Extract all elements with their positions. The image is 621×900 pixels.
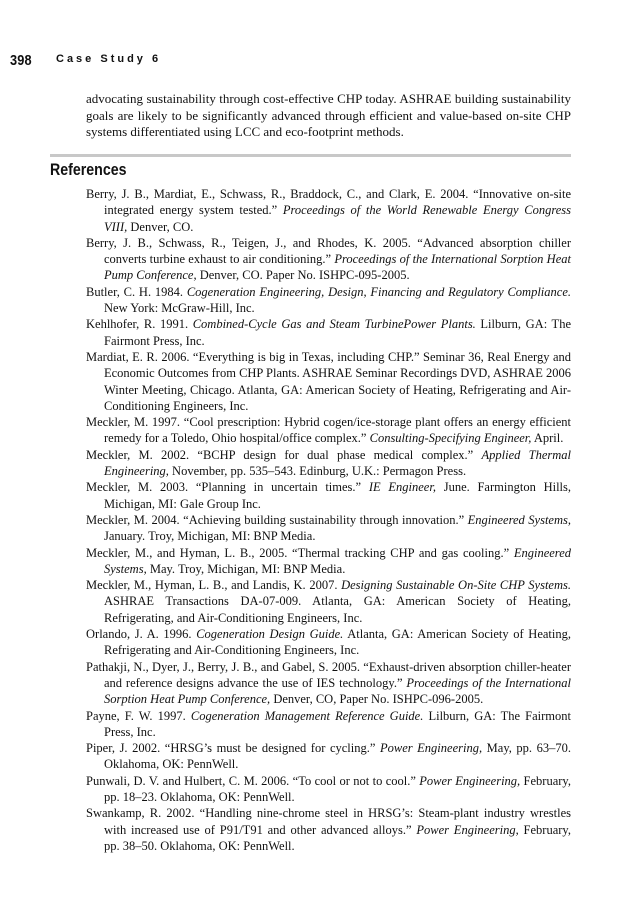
reference-text: Meckler, M., and Hyman, L. B., 2005. “Thermal tracking CHP and gas cooling.” — [86, 545, 514, 560]
reference-source-title: Power Engineering, — [379, 741, 483, 756]
reference-publication-info: February, pp. 38–50. Oklahoma, OK: PennWell. — [104, 822, 571, 853]
reference-text: Swankamp, R. 2002. “Handling nine-chrome steel in HRSG’s: Steam-plant industry wrestles with increased use of P91/T91 and other advanced alloys.” — [86, 806, 571, 837]
reference-source-title: Combined-Cycle Gas and Steam TurbinePower Plants. — [192, 317, 476, 332]
reference-source-title: Proceedings of the International Sorption Heat Pump Conference, — [104, 675, 572, 707]
reference-publication-info: May, pp. 63–70. Oklahoma, OK: PennWell. — [104, 741, 571, 772]
references-list — [86, 186, 571, 854]
reference-source-title: Designing Sustainable On-Site CHP Systems. — [341, 578, 571, 593]
reference-text: Meckler, M. 2004. “Achieving building sustainability through innovation.” — [86, 512, 468, 527]
reference-source-title: Cogeneration Management Reference Guide. — [190, 708, 424, 723]
reference-entry — [86, 349, 571, 414]
reference-publication-info: April. — [531, 431, 564, 446]
reference-publication-info: ASHRAE Transactions DA-07-009. Atlanta, GA: American Society of Heating, Refrigerating, and Air-Conditioning Engineers, Inc. — [104, 594, 571, 625]
reference-source-title: IE Engineer, — [368, 480, 436, 495]
reference-entry — [86, 740, 571, 773]
reference-source-title: Engineered Systems, — [104, 545, 571, 576]
reference-source-title: Engineered Systems, — [467, 512, 571, 527]
reference-entry — [86, 316, 571, 349]
reference-entry — [86, 186, 571, 235]
reference-source-title: Cogeneration Engineering, Design, Financing and Regulatory Compliance. — [186, 284, 572, 299]
reference-source-title: Applied Thermal Engineering, — [104, 447, 571, 479]
reference-source-title: Proceedings of the World Renewable Energy Congress VIII, — [104, 203, 571, 234]
reference-entry — [86, 235, 571, 284]
reference-text: Meckler, M. 2002. “BCHP design for dual phase medical complex.” — [86, 447, 482, 462]
reference-text: Kehlhofer, R. 1991. — [86, 317, 193, 332]
reference-publication-info: November, pp. 535–543. Edinburg, U.K.: Permagon Press. — [168, 464, 467, 479]
reference-source-title: Cogeneration Design Guide. — [196, 627, 344, 642]
reference-source-title: Power Engineering, — [419, 773, 521, 788]
running-head — [10, 52, 36, 68]
reference-text: Pathakji, N., Dyer, J., Berry, J. B., and Gabel, S. 2005. “Exhaust-driven absorption chiller-heater and reference designs advance the use of IES technology.” — [86, 659, 571, 690]
reference-text: Mardiat, E. R. 2006. “Everything is big in Texas, including CHP.” Seminar 36, Real Energy and Economic Outcomes from CHP Plants. ASHRAE Seminar Recordings DVD, ASHRAE 2006 Winter Meeting, Chicago. Atlanta, GA: American Society of Heating, Refrigerating and Air-Conditioning Engineers, Inc. — [86, 349, 571, 413]
reference-source-title: Proceedings of the International Sorption Heat Pump Conference, — [104, 252, 571, 283]
reference-publication-info: Lilburn, GA: The Fairmont Press, Inc. — [104, 317, 571, 348]
intro-paragraph: advocating sustainability through cost-effective CHP today. ASHRAE building sustainability goals are likely to be significantly advanced through efficient and value-based on-site CHP systems differentiated using LCC and eco-footprint methods. — [86, 91, 571, 139]
reference-publication-info: January. Troy, Michigan, MI: BNP Media. — [104, 529, 316, 544]
reference-entry — [86, 545, 571, 578]
reference-entry — [86, 805, 571, 854]
reference-publication-info: February, pp. 18–23. Oklahoma, OK: PennWell. — [104, 773, 571, 804]
reference-text: Meckler, M. 1997. “Cool prescription: Hybrid cogen/ice-storage plant offers an energy efficient remedy for a Toledo, Ohio hospital/office complex.” — [86, 415, 571, 446]
reference-publication-info: June. Farmington Hills, Michigan, MI: Gale Group Inc. — [104, 480, 571, 511]
reference-entry — [86, 773, 571, 806]
reference-publication-info: Denver, CO, Paper No. ISHPC-096-2005. — [270, 692, 484, 707]
reference-publication-info: Denver, CO. Paper No. ISHPC-095-2005. — [196, 268, 410, 283]
reference-text: Berry, J. B., Schwass, R., Teigen, J., and Rhodes, K. 2005. “Advanced absorption chiller converts turbine exhaust to air conditioning.” — [86, 235, 571, 267]
references-heading: References — [50, 161, 127, 179]
reference-publication-info: May. Troy, Michigan, MI: BNP Media. — [146, 561, 346, 576]
section-divider — [50, 154, 571, 157]
reference-text: Orlando, J. A. 1996. — [86, 627, 197, 642]
reference-entry — [86, 626, 571, 659]
reference-publication-info: Denver, CO. — [127, 219, 194, 234]
reference-entry — [86, 708, 571, 741]
reference-publication-info: Atlanta, GA: American Society of Heating, Refrigerating and Air-Conditioning Engineers, Inc. — [104, 627, 571, 658]
reference-entry — [86, 577, 571, 626]
reference-text: Payne, F. W. 1997. — [86, 708, 191, 723]
reference-text: Berry, J. B., Mardiat, E., Schwass, R., Braddock, C., and Clark, E. 2004. “Innovative on-site integrated energy system tested.” — [86, 187, 571, 218]
reference-entry — [86, 479, 571, 512]
reference-text: Meckler, M. 2003. “Planning in uncertain times.” — [86, 480, 369, 495]
reference-publication-info: New York: McGraw-Hill, Inc. — [104, 301, 255, 316]
reference-text: Punwali, D. V. and Hulbert, C. M. 2006. “To cool or not to cool.” — [86, 773, 420, 788]
reference-entry — [86, 512, 571, 545]
reference-text: Butler, C. H. 1984. — [86, 284, 187, 299]
reference-text: Meckler, M., Hyman, L. B., and Landis, K. 2007. — [86, 578, 342, 593]
reference-entry — [86, 414, 571, 447]
running-head-section: Case Study 6 — [56, 53, 162, 65]
reference-entry — [86, 284, 571, 317]
reference-entry — [86, 447, 571, 480]
reference-source-title: Power Engineering, — [416, 822, 519, 837]
reference-source-title: Consulting-Specifying Engineer, — [369, 431, 532, 446]
reference-publication-info: Lilburn, GA: The Fairmont Press, Inc. — [104, 708, 571, 739]
page-number: 398 — [10, 52, 32, 69]
reference-text: Piper, J. 2002. “HRSG’s must be designed for cycling.” — [86, 741, 380, 756]
reference-entry — [86, 659, 571, 708]
